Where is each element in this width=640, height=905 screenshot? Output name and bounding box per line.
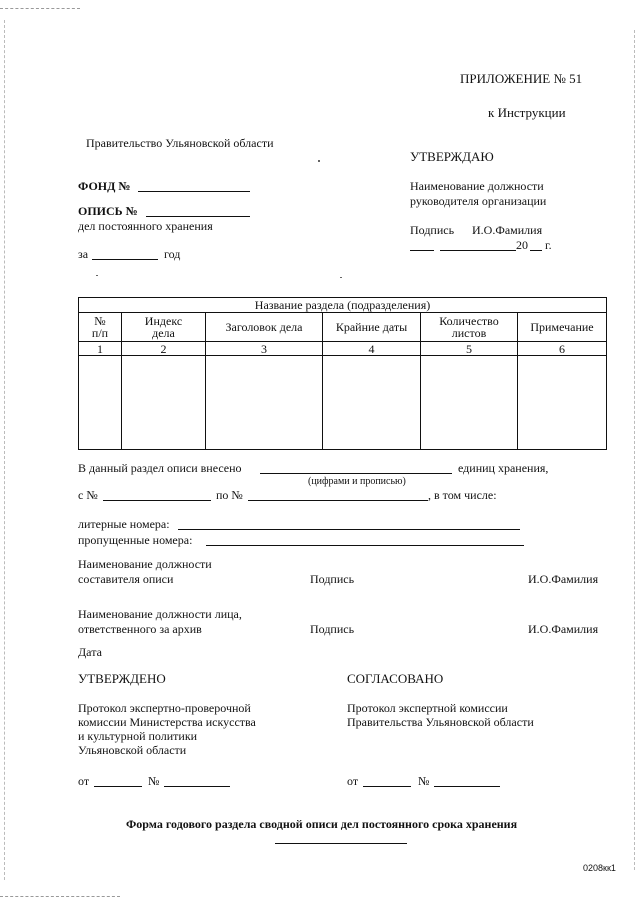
to-number-label: по № [216,488,243,502]
compiler-name-label: И.О.Фамилия [528,572,599,586]
literal-numbers-label: литерные номера: [78,517,170,531]
table-cell-entry[interactable] [79,356,122,450]
opis-number-line[interactable] [146,216,250,217]
column-number: 5 [421,342,518,356]
skipped-numbers-line[interactable] [206,545,524,546]
table-cell-entry[interactable] [323,356,421,450]
column-header [518,313,607,342]
year-line[interactable] [92,259,158,260]
approved-line2: комиссии Министерства искусства [78,715,256,729]
column-header [421,313,518,342]
column-header-line1: Примечание [530,319,594,334]
compiler-signature-label: Подпись [310,572,355,586]
literal-numbers-line[interactable] [178,529,520,530]
date-day-line[interactable] [410,250,434,251]
compiler-position-line1: Наименование должности [78,557,212,571]
from-number-label: с № [78,488,98,502]
column-header-line1: Крайние даты [335,319,408,334]
scan-speck [96,275,98,276]
date-month-line[interactable] [440,250,516,251]
table-cell-entry[interactable] [122,356,206,450]
opis-label [78,205,138,217]
agreed-from-label: от [347,774,359,788]
entered-suffix: единиц хранения, [458,461,549,475]
approved-line1: Протокол экспертно-проверочной [78,701,251,715]
fond-number-line[interactable] [138,191,250,192]
section-title-cell[interactable] [79,298,607,313]
entered-hint: (цифрами и прописью) [308,476,406,487]
approved-number-label: № [148,774,160,788]
approved-number-line[interactable] [164,786,230,787]
approved-line3: и культурной политики [78,729,198,743]
approve-heading: УТВЕРЖДАЮ [410,149,494,164]
scan-speck [318,160,320,162]
year-suffix: год [164,247,181,261]
table-cell-entry[interactable] [206,356,323,450]
approved-title: УТВЕРЖДЕНО [78,671,166,686]
column-number: 6 [518,342,607,356]
date-label: Дата [78,645,102,659]
approved-date-line[interactable] [94,786,142,787]
column-header [323,313,421,342]
appendix-subtitle: к Инструкции [488,105,566,120]
date-year-prefix: 20 [516,238,528,252]
from-number-line[interactable] [103,500,211,501]
column-number: 2 [122,342,206,356]
approved-line4: Ульяновской области [78,743,187,757]
to-number-line[interactable] [248,500,428,501]
column-header-line2: п/п [91,326,109,341]
entered-prefix: В данный раздел описи внесено [78,461,242,475]
form-title-rule [275,843,407,844]
date-year-line[interactable] [530,250,542,251]
agreed-line1: Протокол экспертной комиссии [347,701,508,715]
government-name: Правительство Ульяновской области [86,136,274,150]
head-name-label: И.О.Фамилия [472,223,543,237]
table-cell-entry[interactable] [421,356,518,450]
scan-speck [340,277,342,278]
column-header [79,313,122,342]
date-year-suffix: г. [545,238,552,252]
column-header-line1: Количество [439,313,499,328]
column-header-line1: Заголовок дела [225,319,303,334]
agreed-line2: Правительства Ульяновской области [347,715,534,729]
column-number: 4 [323,342,421,356]
archive-name-label: И.О.Фамилия [528,622,599,636]
archive-signature-label: Подпись [310,622,355,636]
agreed-date-line[interactable] [363,786,411,787]
head-position-line1: Наименование должности [410,179,544,193]
column-number: 3 [206,342,323,356]
agreed-title: СОГЛАСОВАНО [347,671,444,686]
agreed-number-label: № [418,774,430,788]
fond-label [78,180,130,192]
appendix-title: ПРИЛОЖЕНИЕ № 51 [460,71,583,86]
scan-edge-left [4,20,5,880]
section-title: Название раздела (подразделения) [254,297,431,312]
scan-edge-right [634,30,635,870]
column-header-line2: листов [451,326,487,341]
agreed-number-line[interactable] [434,786,500,787]
skipped-numbers-label: пропущенные номера: [78,533,193,547]
column-header-line2: дела [152,326,175,341]
inventory-table [78,297,607,450]
head-position-line2: руководителя организации [410,194,547,208]
head-signature-label: Подпись [410,223,455,237]
scan-edge-top [0,8,80,9]
column-header-line1: Индекс [144,313,183,328]
compiler-position-line2: составителя описи [78,572,174,586]
opis-label-text: ОПИСЬ № [78,204,138,218]
form-title: Форма годового раздела сводной описи дел постоянного срока хранения [126,817,518,831]
including-text: , в том числе: [428,488,497,502]
column-number: 1 [79,342,122,356]
column-header [206,313,323,342]
document-code: 0208кк1 [583,863,616,873]
approved-from-label: от [78,774,90,788]
archive-position-line1: Наименование должности лица, [78,607,242,621]
table-cell-entry[interactable] [518,356,607,450]
archive-position-line2: ответственного за архив [78,622,202,636]
column-header [122,313,206,342]
year-prefix: за [78,247,89,261]
opis-subtitle: дел постоянного хранения [78,219,213,233]
fond-label-text: ФОНД № [78,179,131,193]
entered-count-line[interactable] [260,473,452,474]
scan-edge-bottom [0,896,120,897]
column-header-line1: № [94,313,106,328]
